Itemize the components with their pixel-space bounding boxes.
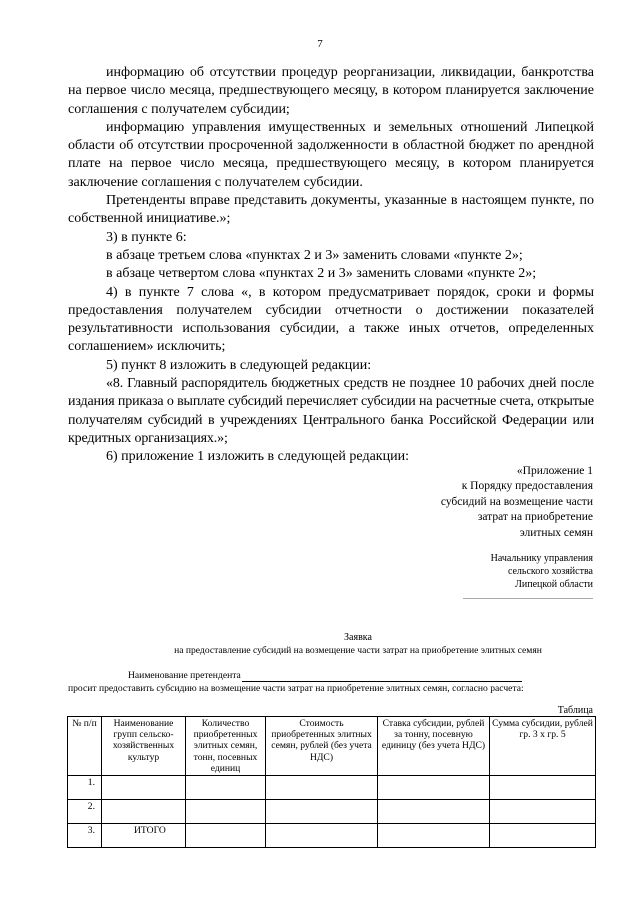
table-cell [266,800,378,824]
paragraph: в абзаце четвертом слова «пунктах 2 и 3» заменить словами «пункте 2»; [106,266,537,282]
paragraph: Претенденты вправе представить документы, указанные в настоящем пункте, по собственной инициативе.»; [68,193,594,227]
table-cell [490,776,596,800]
table-cell [186,824,266,848]
table-caption: Таблица [557,705,593,716]
appendix-line: затрат на приобретение [477,511,593,524]
paragraph: 4) в пункте 7 слова «, в котором предусматривает порядок, сроки и формы предоставления получателем субсидии отчетности о достижении показателей результативности использования субсидии, а также иных отчетов, определенных соглашением» исключить; [68,284,594,355]
table-cell [490,800,596,824]
applicant-row [128,670,522,682]
table-cell [186,776,266,800]
paragraph: информацию об отсутствии процедур реорганизации, ликвидации, банкротства на первое число месяца, предшествующего месяцу, в котором планируется заключение соглашения с получателем субсидии; [68,65,594,117]
column-header: Наименование групп сельско-хозяйственных культур [102,717,186,776]
appendix-line: к Порядку предоставления [461,480,593,493]
applicant-label: Наименование претендента [128,670,241,681]
paragraph: в абзаце третьем слова «пунктах 2 и 3» заменить словами «пункте 2»; [106,247,523,263]
addressee-line: Начальнику управления [490,553,593,564]
table-cell [102,800,186,824]
body-text [68,64,594,467]
table-header-row [68,717,596,776]
table-cell [186,800,266,824]
paragraph: информацию управления имущественных и земельных отношений Липецкой области об отсутствии просроченной задолженности в областной бюджет по арендной плате на первое число месяца, предшествующего месяцу, в котором планируется заключение соглашения с получателем субсидии. [68,119,594,190]
addressee-line: сельского хозяйства [507,565,593,577]
form-title: Заявка [344,632,372,643]
form-subtitle: на предоставление субсидий на возмещение части затрат на приобретение элитных семян [174,645,542,656]
table-cell [378,800,490,824]
column-header: Стоимость приобретенных элитных семян, рублей (без учета НДС) [266,717,378,776]
table-cell [378,824,490,848]
applicant-name-field[interactable] [242,670,522,682]
column-header: Сумма субсидии, рублей гр. 3 х гр. 5 [490,717,596,776]
signature-underline [463,597,593,599]
appendix-line: элитных семян [519,526,593,539]
table-cell [378,776,490,800]
subsidy-table [67,716,596,848]
table-row [68,776,596,800]
table-cell [102,776,186,800]
table-cell [490,824,596,848]
paragraph: 5) пункт 8 изложить в следующей редакции: [106,357,372,373]
request-text: просит предоставить субсидию на возмещение части затрат на приобретение элитных семян, согласно расчета: [68,683,524,694]
table-row [68,824,596,848]
appendix-line: субсидий на возмещение части [440,495,593,508]
paragraph: 6) приложение 1 изложить в следующей редакции: [106,449,409,465]
table-cell-total-label: ИТОГО [102,824,186,848]
appendix-heading [293,464,593,541]
table-cell [266,824,378,848]
table-row [68,800,596,824]
column-header: Ставка субсидии, рублей за тонну, посевную единицу (без учета НДС) [378,717,490,776]
paragraph: 3) в пункте 6: [106,229,187,245]
addressee-line: Липецкой области [515,578,593,590]
paragraph: «8. Главный распорядитель бюджетных средств не позднее 10 рабочих дней после издания приказа о выплате субсидий перечисляет субсидии на расчетные счета, открытые получателям субсидий в учреждениях Центрального банка Российской Федерации или кредитных организациях.»; [68,376,594,446]
addressee-block [353,553,593,599]
table-cell [266,776,378,800]
table-cell: 1. [68,776,102,800]
column-header: Количество приобретенных элитных семян, тонн, посевных единиц [186,717,266,776]
page-number: 7 [317,38,323,50]
appendix-line: «Приложение 1 [516,465,593,477]
column-header: № п/п [68,717,102,776]
table-cell: 3. [68,824,102,848]
table-cell: 2. [68,800,102,824]
